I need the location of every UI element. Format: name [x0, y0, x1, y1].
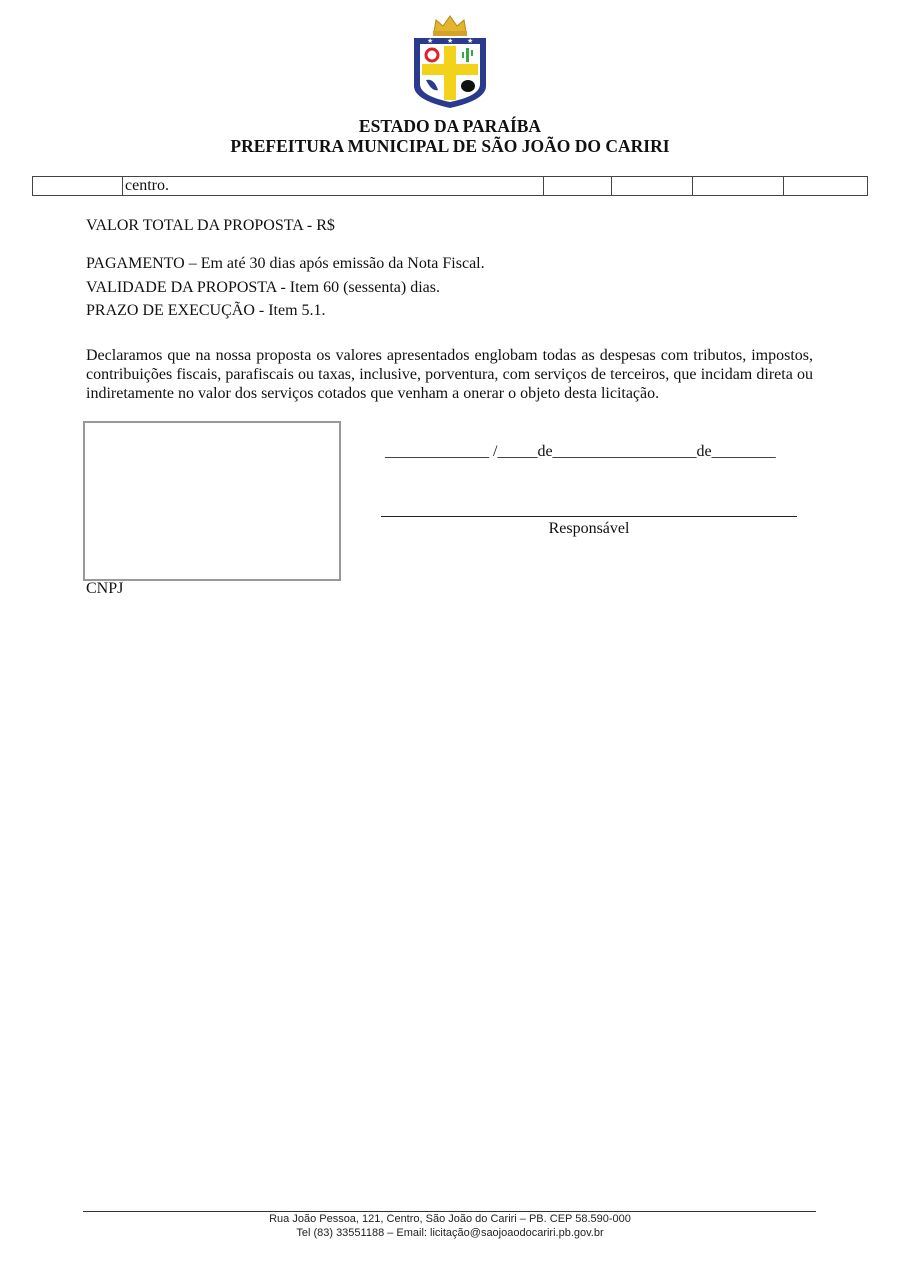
declaration-paragraph: Declaramos que na nossa proposta os valores apresentados englobam todas as despesas com tributos, impostos, contribuições fiscais, parafiscais ou taxas, inclusive, porventura, com serviços de terceiros, que incidam direta ou indiretamente no valor dos serviços cotados que venham a onerar o objeto desta licitação.: [86, 347, 813, 402]
municipal-coat-of-arms: [410, 12, 490, 110]
table-cell: [693, 177, 784, 196]
table-cell: [544, 177, 612, 196]
table-cell: [784, 177, 868, 196]
signature-line: [381, 516, 797, 517]
cnpj-label: CNPJ: [86, 580, 124, 597]
table-cell: [33, 177, 123, 196]
responsible-label: Responsável: [548, 520, 630, 537]
svg-text:★: ★: [447, 37, 454, 45]
svg-text:★: ★: [467, 37, 474, 45]
items-table: [32, 176, 868, 196]
payment-line: PAGAMENTO – Em até 30 dias após emissão da Nota Fiscal.: [86, 255, 485, 272]
header-state: ESTADO DA PARAÍBA: [358, 116, 542, 136]
footer-divider: [83, 1211, 816, 1212]
company-stamp-box: [83, 421, 341, 581]
deadline-line: PRAZO DE EXECUÇÃO - Item 5.1.: [86, 302, 326, 319]
footer-contact: Tel (83) 33551188 – Email: licitação@saojoaodocariri.pb.gov.br: [296, 1227, 604, 1239]
table-cell: [612, 177, 693, 196]
date-line: _____________ /_____de__________________de________: [385, 443, 776, 460]
table-cell: centro.: [123, 177, 544, 196]
validity-line: VALIDADE DA PROPOSTA - Item 60 (sessenta) dias.: [86, 279, 440, 296]
table-row: [33, 177, 868, 196]
header-municipality: PREFEITURA MUNICIPAL DE SÃO JOÃO DO CARIRI: [230, 136, 670, 156]
total-value-line: VALOR TOTAL DA PROPOSTA - R$: [86, 217, 335, 234]
svg-text:★: ★: [427, 37, 434, 45]
footer-address: Rua João Pessoa, 121, Centro, São João do Cariri – PB. CEP 58.590-000: [269, 1213, 631, 1225]
